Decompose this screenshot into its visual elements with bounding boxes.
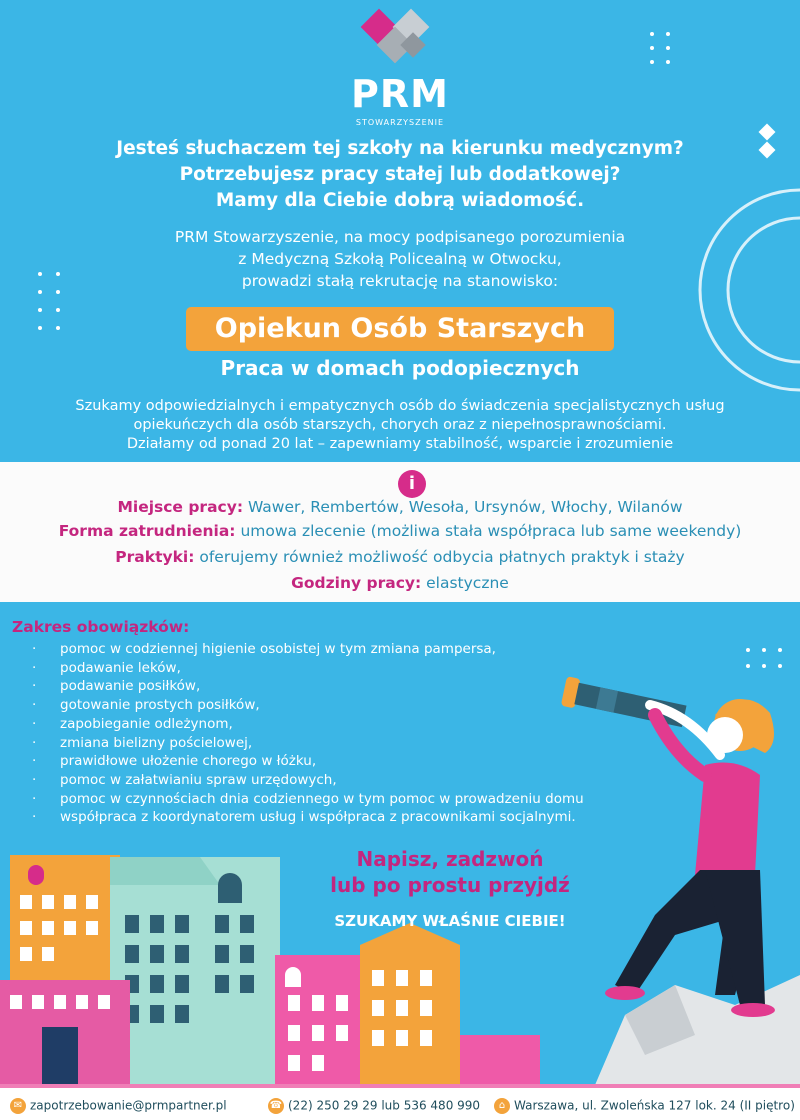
info-internships [0, 548, 800, 566]
duty-item: · pomoc w codziennej higienie osobistej w tym zmiana pampersa, [30, 640, 584, 659]
duty-item: · gotowanie prostych posiłków, [30, 696, 584, 715]
duty-item: · podawanie posiłków, [30, 677, 584, 696]
intro-line-2: z Medyczną Szkołą Policealną w Otwocku, [238, 250, 562, 268]
headline-line-2: Potrzebujesz pracy stałej lub dodatkowej? [179, 164, 621, 185]
duties-list [30, 640, 584, 827]
address-text: Warszawa, ul. Zwoleńska 127 lok. 24 (II piętro) [514, 1098, 795, 1113]
location-icon: ⌂ [494, 1098, 510, 1114]
footer-phone[interactable] [268, 1098, 480, 1114]
info-employment-form [0, 522, 800, 540]
info-icon: i [398, 470, 426, 498]
info-value: elastyczne [426, 574, 509, 592]
intro-line-1: PRM Stowarzyszenie, na mocy podpisanego porozumienia [174, 228, 626, 246]
description [20, 397, 780, 454]
info-work-location [0, 498, 800, 516]
prm-logo [350, 8, 450, 128]
duty-item: · pomoc w załatwianiu spraw urzędowych, [30, 771, 584, 790]
phone-number[interactable]: (22) 250 29 29 lub 536 480 990 [288, 1098, 481, 1113]
info-working-hours [0, 574, 800, 592]
cta-heading [300, 846, 600, 898]
logo-name: PRM [351, 72, 449, 116]
email-link[interactable]: zapotrzebowanie@prmpartner.pl [30, 1098, 227, 1113]
description-line-3: Działamy od ponad 20 lat – zapewniamy stabilność, wsparcie i zrozumienie [126, 436, 674, 452]
description-line-2: opiekuńczych dla osób starszych, chorych oraz z niepełnosprawnościami. [133, 417, 667, 433]
cta-line-1: Napisz, zadzwoń [356, 847, 544, 871]
info-value: oferujemy również możliwość odbycia płatnych praktyk i staży [199, 548, 685, 566]
phone-icon: ☎ [268, 1098, 284, 1114]
contact-footer [0, 1084, 800, 1120]
description-line-1: Szukamy odpowiedzialnych i empatycznych osób do świadczenia specjalistycznych usług [75, 398, 725, 414]
headline-line-1: Jesteś słuchaczem tej szkoły na kierunku medycznym? [116, 138, 684, 159]
duty-item: · pomoc w czynnościach dnia codziennego w tym pomoc w prowadzeniu domu [30, 790, 584, 809]
intro-line-3: prowadzi stałą rekrutację na stanowisko: [241, 272, 559, 290]
job-title-badge: Opiekun Osób Starszych [186, 307, 614, 351]
logo-subtitle: STOWARZYSZENIE [355, 118, 445, 127]
duty-item: · współpraca z koordynatorem usług i współpraca z pracownikami socjalnymi. [30, 808, 584, 827]
footer-address [494, 1098, 795, 1114]
duty-item: · prawidłowe ułożenie chorego w łóżku, [30, 752, 584, 771]
info-label: Forma zatrudnienia: [58, 522, 236, 540]
info-label: Praktyki: [115, 548, 195, 566]
info-label: Miejsce pracy: [117, 498, 244, 516]
info-value: Wawer, Rembertów, Wesoła, Ursynów, Włochy, Wilanów [247, 498, 683, 516]
duty-item: · zapobieganie odleżynom, [30, 715, 584, 734]
envelope-icon: ✉ [10, 1098, 26, 1114]
info-label: Godziny pracy: [291, 574, 422, 592]
decor-diamond-icon [754, 122, 782, 162]
puzzle-heart-icon [360, 8, 440, 70]
footer-email[interactable] [10, 1098, 227, 1114]
headline-line-3: Mamy dla Ciebie dobrą wiadomość. [215, 190, 585, 211]
duties-title: Zakres obowiązków: [12, 618, 190, 636]
duty-item: · podawanie leków, [30, 659, 584, 678]
info-value: umowa zlecenie (możliwa stała współpraca lub same weekendy) [240, 522, 742, 540]
job-subtitle: Praca w domach podopiecznych [220, 356, 580, 380]
cta-line-2: lub po prostu przyjdź [330, 873, 570, 897]
cta-tagline: SZUKAMY WŁAŚNIE CIEBIE! [334, 912, 566, 930]
duty-item: · zmiana bielizny pościelowej, [30, 734, 584, 753]
